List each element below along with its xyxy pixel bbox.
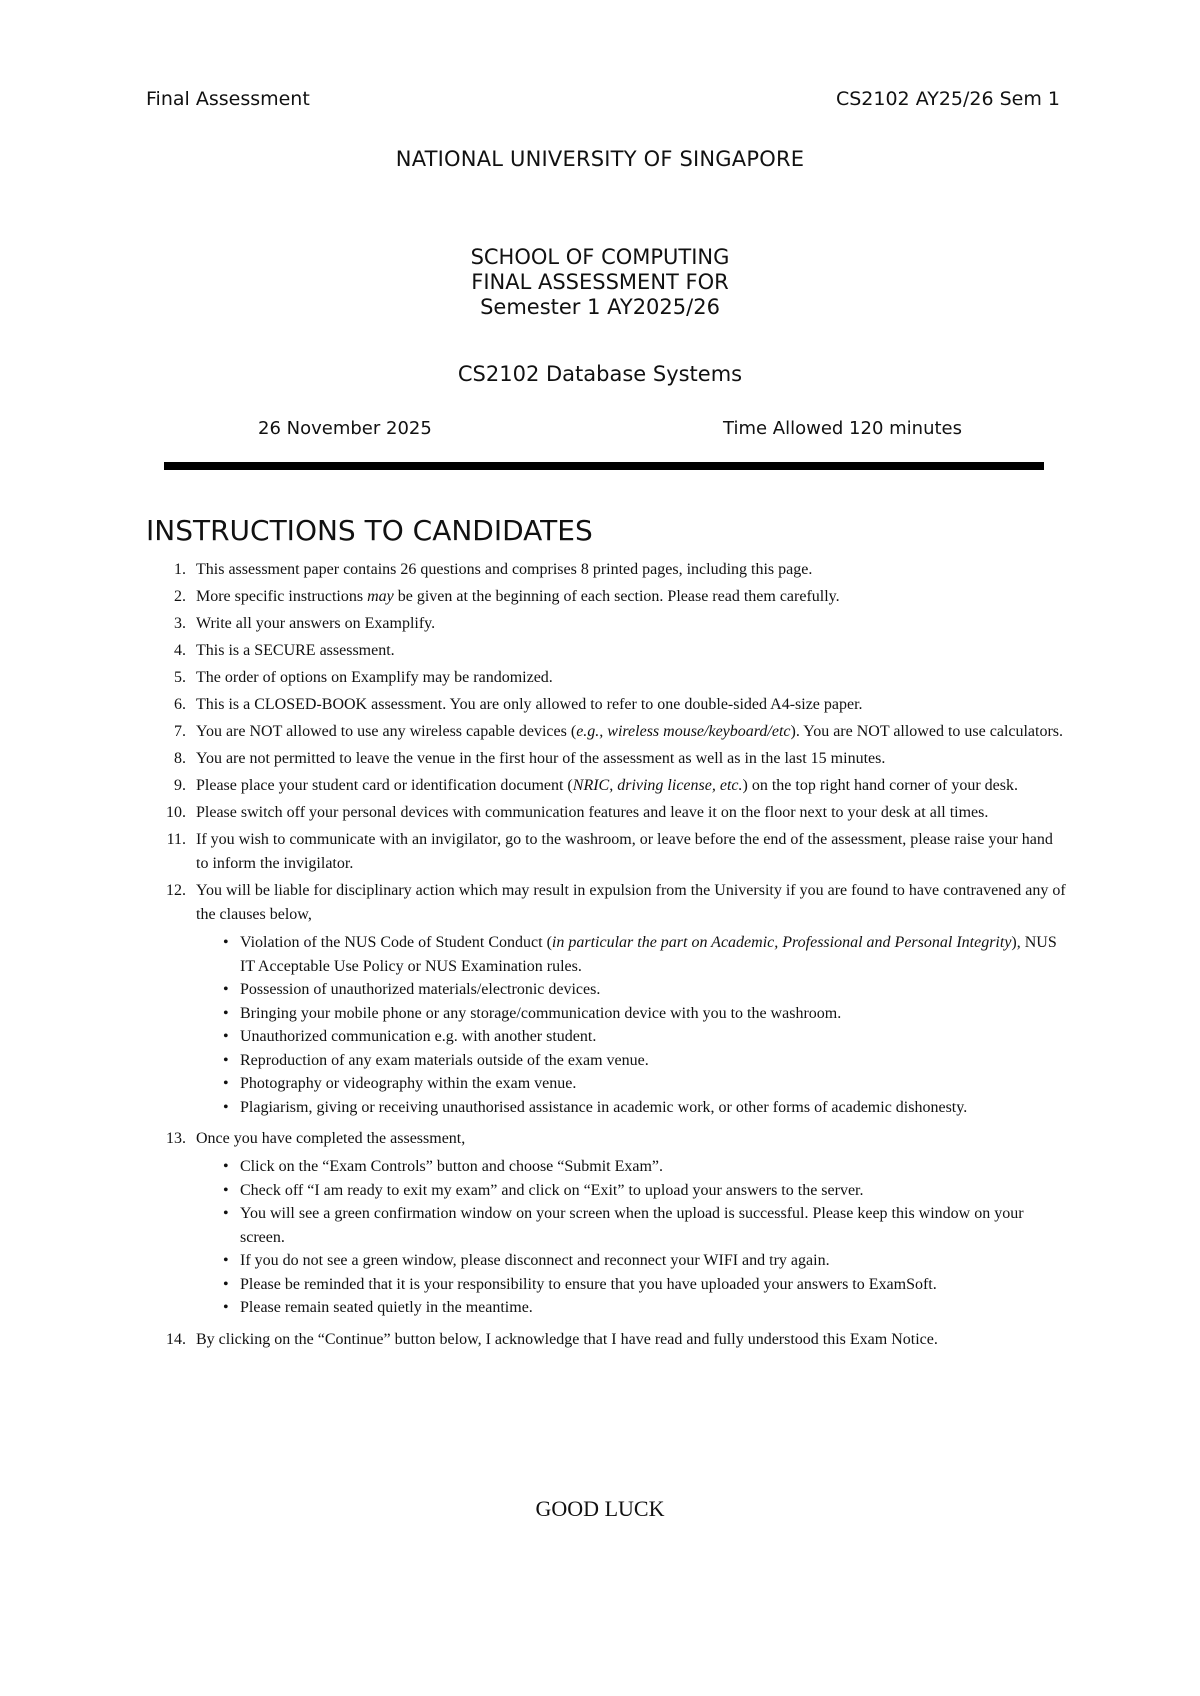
clause-text: ), NUS IT Acceptable Use Policy or NUS Examination rules.: [240, 934, 1057, 975]
header-right: CS2102 AY25/26 Sem 1: [835, 88, 1060, 110]
clause-text: Plagiarism, giving or receiving unauthorised assistance in academic work, or other forms of academic dishonesty.: [240, 1098, 968, 1116]
item-number: 6.: [174, 696, 186, 713]
step-text: You will see a green confirmation window on your screen when the upload is successful. Please keep this window on your screen.: [240, 1205, 1024, 1246]
course-title: CS2102 Database Systems: [457, 362, 743, 386]
item-number: 7.: [174, 723, 186, 740]
step-item: [196, 1202, 1066, 1249]
item-text: be given at the beginning of each section. Please read them carefully.: [393, 588, 840, 605]
clause-text: Bringing your mobile phone or any storage/communication device with you to the washroom.: [240, 1004, 842, 1022]
item-text: You are not permitted to leave the venue in the first hour of the assessment as well as in the last 15 minutes.: [196, 750, 886, 767]
item-text: If you wish to communicate with an invigilator, go to the washroom, or leave before the end of the assessment, please raise your hand to inform the invigilator.: [196, 831, 1053, 872]
instruction-item: [146, 585, 1066, 609]
item-text: This is a SECURE assessment.: [196, 642, 395, 659]
item-text: You will be liable for disciplinary action which may result in expulsion from the University if you are found to have contravened any of the clauses below,: [196, 882, 1066, 923]
title-block: [0, 245, 1200, 320]
item-text: Write all your answers on Examplify.: [196, 615, 436, 632]
clause-text: Violation of the NUS Code of Student Conduct (: [240, 934, 552, 951]
clause-item: [196, 931, 1066, 978]
clause-item: [196, 978, 1066, 1002]
item-number: 1.: [174, 561, 186, 578]
item-text: You are NOT allowed to use any wireless capable devices (: [196, 723, 577, 740]
instruction-item: [146, 1328, 1066, 1352]
item-number: 9.: [174, 777, 186, 794]
header-left: Final Assessment: [146, 88, 310, 110]
item-number: 8.: [174, 750, 186, 767]
item-text: ) on the top right hand corner of your desk.: [742, 777, 1018, 794]
exam-date: 26 November 2025: [258, 418, 432, 439]
clause-emphasis: in particular the part on Academic, Professional and Personal Integrity: [551, 934, 1012, 951]
instructions-heading: INSTRUCTIONS TO CANDIDATES: [146, 514, 593, 547]
semester: Semester 1 AY2025/26: [480, 295, 720, 319]
instructions-list: [146, 558, 1066, 1355]
item-text: The order of options on Examplify may be randomized.: [196, 669, 553, 686]
item-text: Please place your student card or identification document (: [196, 777, 573, 794]
step-text: Click on the “Exam Controls” button and choose “Submit Exam”.: [240, 1158, 664, 1175]
instruction-item: [146, 747, 1066, 771]
item-number: 14.: [166, 1330, 186, 1348]
clause-item: [196, 1072, 1066, 1096]
instruction-item: [146, 639, 1066, 663]
item-number: 2.: [174, 588, 186, 605]
step-item: [196, 1296, 1066, 1320]
item-number: 11.: [166, 831, 186, 848]
instruction-item: [146, 828, 1066, 876]
item-number: 4.: [174, 642, 186, 659]
step-item: [196, 1155, 1066, 1179]
item-number: 10.: [166, 804, 186, 821]
item-number: 3.: [174, 615, 186, 632]
clause-text: Reproduction of any exam materials outside of the exam venue.: [240, 1051, 649, 1069]
item-text: By clicking on the “Continue” button below, I acknowledge that I have read and fully understood this Exam Notice.: [196, 1330, 938, 1348]
clause-item: [196, 1025, 1066, 1049]
instruction-item: [146, 612, 1066, 636]
step-item: [196, 1273, 1066, 1297]
instruction-item: [146, 774, 1066, 798]
school-name: SCHOOL OF COMPUTING: [470, 245, 730, 269]
instruction-item: [146, 558, 1066, 582]
item-text: This assessment paper contains 26 questions and comprises 8 printed pages, including this page.: [196, 561, 813, 578]
good-luck: GOOD LUCK: [535, 1496, 665, 1521]
instruction-item: [146, 693, 1066, 717]
time-allowed: Time Allowed 120 minutes: [723, 418, 962, 439]
step-text: Check off “I am ready to exit my exam” and click on “Exit” to upload your answers to the server.: [240, 1181, 864, 1199]
university-name: NATIONAL UNIVERSITY OF SINGAPORE: [395, 147, 805, 171]
item-number: 5.: [174, 669, 186, 686]
instruction-item: [146, 1127, 1066, 1320]
item-emphasis: e.g., wireless mouse/keyboard/etc: [576, 723, 791, 740]
instruction-item: [146, 879, 1066, 1119]
heavy-divider: [164, 462, 1044, 470]
item-text: More specific instructions: [196, 588, 368, 605]
item-number: 12.: [166, 882, 186, 899]
step-text: Please be reminded that it is your responsibility to ensure that you have uploaded your answers to ExamSoft.: [240, 1275, 937, 1293]
step-item: [196, 1179, 1066, 1203]
assessment-title: FINAL ASSESSMENT FOR: [471, 270, 729, 294]
item-text: Once you have completed the assessment,: [196, 1130, 466, 1147]
instruction-item: [146, 666, 1066, 690]
submission-steps: [196, 1155, 1066, 1320]
clause-list: [196, 931, 1066, 1119]
clause-item: [196, 1049, 1066, 1073]
item-text: Please switch off your personal devices with communication features and leave it on the floor next to your desk at all times.: [196, 804, 989, 821]
instruction-item: [146, 720, 1066, 744]
step-text: Please remain seated quietly in the meantime.: [240, 1299, 533, 1316]
item-text: This is a CLOSED-BOOK assessment. You are only allowed to refer to one double-sided A4-size paper.: [196, 696, 863, 713]
item-emphasis: may: [367, 588, 394, 605]
clause-item: [196, 1002, 1066, 1026]
step-item: [196, 1249, 1066, 1273]
clause-text: Unauthorized communication e.g. with another student.: [240, 1028, 597, 1045]
clause-text: Photography or videography within the exam venue.: [240, 1075, 577, 1092]
step-text: If you do not see a green window, please disconnect and reconnect your WIFI and try again.: [240, 1252, 830, 1269]
item-number: 13.: [166, 1130, 186, 1147]
clause-text: Possession of unauthorized materials/electronic devices.: [240, 981, 601, 998]
item-text: ). You are NOT allowed to use calculators.: [790, 723, 1064, 740]
instruction-item: [146, 801, 1066, 825]
clause-item: [196, 1096, 1066, 1120]
item-emphasis: NRIC, driving license, etc.: [572, 777, 743, 794]
